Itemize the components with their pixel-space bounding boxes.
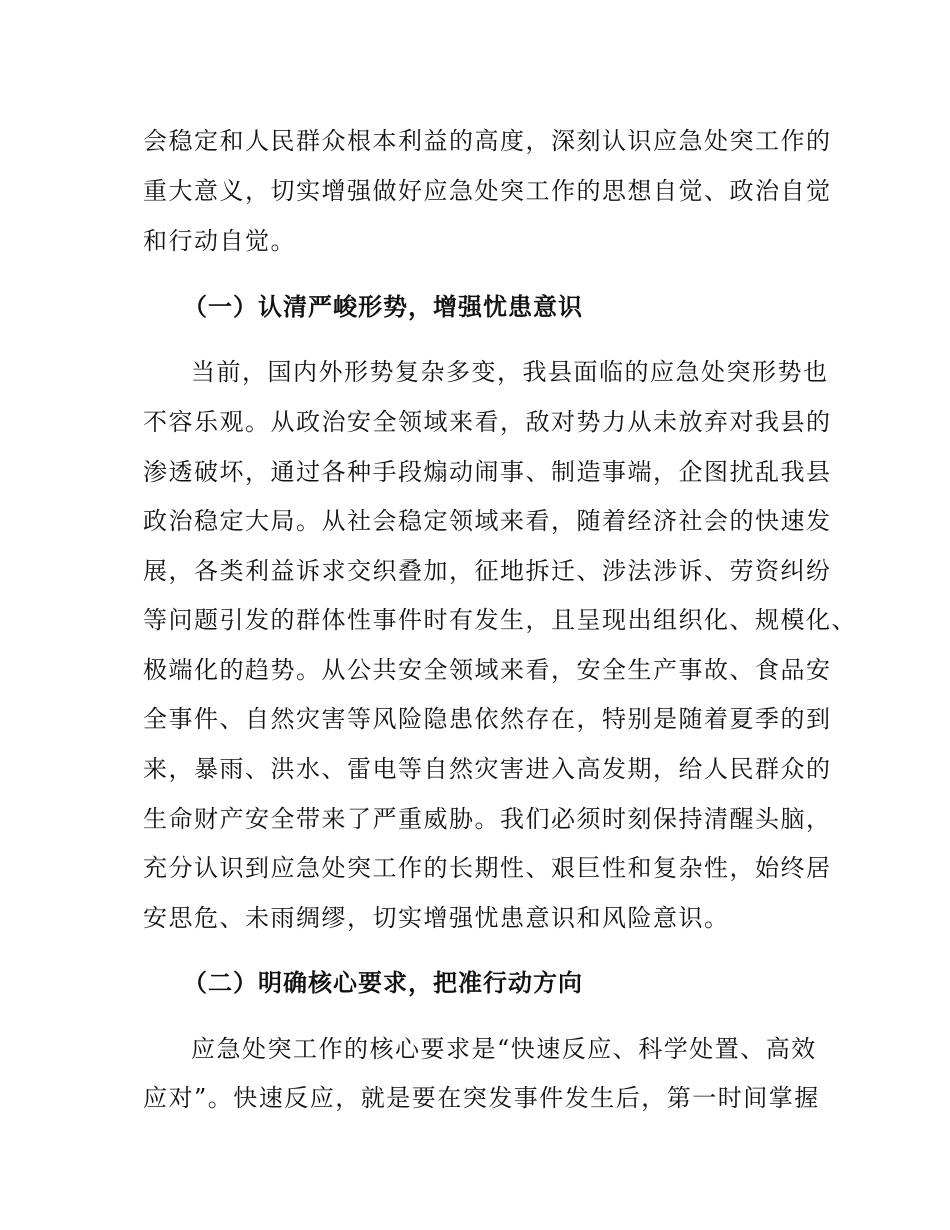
- body-text-line: 重大意义，切实增强做好应急处突工作的思想自觉、政治自觉: [143, 177, 832, 205]
- body-text-line: 极端化的趋势。从公共安全领域来看，安全生产事故、食品安: [143, 656, 832, 684]
- section-heading-1: （一）认清严峻形势，增强忧患意识: [183, 293, 583, 321]
- body-text-line: 展，各类利益诉求交织叠加，征地拆迁、涉法涉诉、劳资纠纷: [143, 557, 832, 585]
- body-text-line: 不容乐观。从政治安全领域来看，敌对势力从未放弃对我县的: [143, 408, 832, 436]
- body-text-line: 渗透破坏，通过各种手段煽动闹事、制造事端，企图扰乱我县: [143, 458, 832, 486]
- body-text-line: 和行动自觉。: [143, 227, 296, 255]
- body-text-line: 当前，国内外形势复杂多变，我县面临的应急处突形势也: [191, 358, 829, 386]
- body-text-line: 应对”。快速反应，就是要在突发事件发生后，第一时间掌握: [143, 1084, 820, 1112]
- body-text-line: 政治稳定大局。从社会稳定领域来看，随着经济社会的快速发: [143, 507, 832, 535]
- body-text-line: 来，暴雨、洪水、雷电等自然灾害进入高发期，给人民群众的: [143, 755, 832, 783]
- body-text-line: 会稳定和人民群众根本利益的高度，深刻认识应急处突工作的: [143, 127, 832, 155]
- body-text-line: 应急处突工作的核心要求是“快速反应、科学处置、高效: [191, 1035, 817, 1063]
- body-text-line: 生命财产安全带来了严重威胁。我们必须时刻保持清醒头脑，: [143, 805, 832, 833]
- body-text-line: 等问题引发的群体性事件时有发生，且呈现出组织化、规模化、: [143, 606, 857, 634]
- body-text-line: 充分认识到应急处突工作的长期性、艰巨性和复杂性，始终居: [143, 854, 832, 882]
- section-heading-2: （二）明确核心要求，把准行动方向: [183, 969, 583, 997]
- body-text-line: 全事件、自然灾害等风险隐患依然存在，特别是随着夏季的到: [143, 705, 832, 733]
- body-text-line: 安思危、未雨绸缪，切实增强忧患意识和风险意识。: [143, 904, 730, 932]
